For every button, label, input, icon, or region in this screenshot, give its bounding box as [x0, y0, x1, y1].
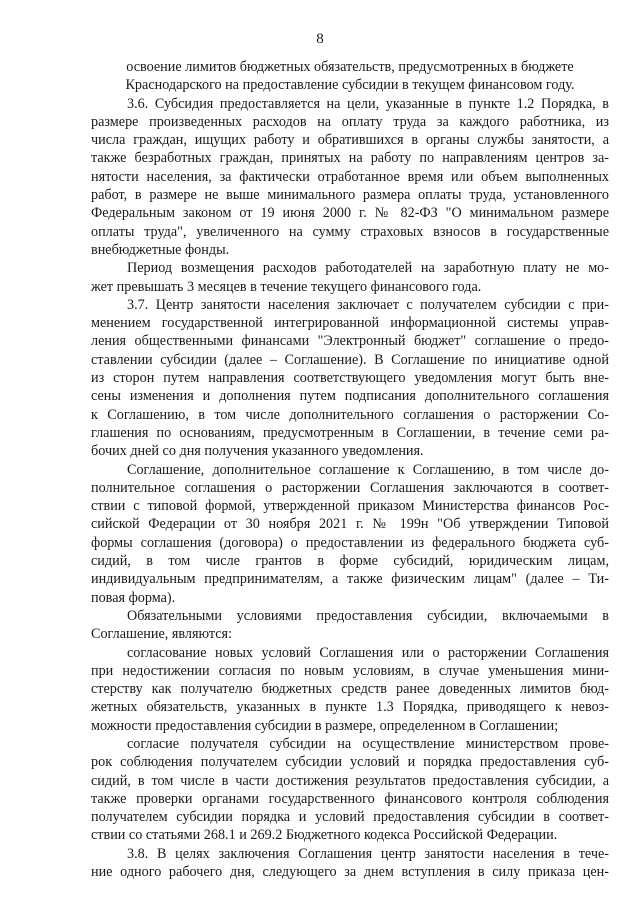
document-body: [91, 58, 609, 881]
text-line: сидий, в том числе в части достижения результатов предоставления субсидии, а: [91, 772, 609, 789]
text-line: также проверки органами государственного финансового контроля соблюдения: [91, 790, 609, 807]
text-line: согласие получателя субсидии на осуществление министерством прове-: [127, 735, 609, 752]
text-line: Федеральным законом от 19 июня 2000 г. № 82-ФЗ "О минимальном размере: [91, 205, 609, 222]
text-line: жетных обязательств, указанных в пункте 1.3 Порядка, приводящего к невоз-: [91, 699, 609, 716]
text-line: Соглашение, являются:: [91, 626, 233, 643]
text-line: ствии со статьями 268.1 и 269.2 Бюджетного кодекса Российской Федерации.: [91, 827, 558, 844]
text-line: согласование новых условий Соглашения или о расторжении Соглашения: [127, 644, 609, 661]
text-line: нятости населения, за фактически отработанное время или объем выполненных: [91, 168, 609, 185]
text-line: числа граждан, ищущих работу и обратившихся в органы службы занятости, а: [91, 132, 609, 149]
text-line: менением государственной интегрированной информационной системы управ-: [91, 315, 609, 332]
text-line: ставлении субсидии (далее – Соглашение). В Соглашение по инициативе одной: [91, 351, 609, 368]
text-line: работ, в размере не выше минимального размера оплаты труда, установленного: [91, 187, 609, 204]
text-line: глашения по основаниям, предусмотренным в Соглашении, в течение семи ра-: [91, 424, 609, 441]
text-line: рок соблюдения получателем субсидии условий и порядка предоставления суб-: [91, 754, 609, 771]
text-line: индивидуальным предпринимателям, а также физическим лицам" (далее – Ти-: [91, 571, 609, 588]
text-line: при недостижении согласия по новым условиям, в случае уменьшения мини-: [91, 662, 609, 679]
text-line: ние одного рабочего дня, следующего за днем вступления в силу приказа цен-: [91, 864, 609, 881]
text-line: можности предоставления субсидии в размере, определенном в Соглашении;: [91, 717, 559, 734]
text-line: сены изменения и дополнения путем подписания дополнительного соглашения: [91, 388, 609, 405]
text-line: получателем субсидии порядка и условий предоставления субсидии в соответ-: [91, 809, 609, 826]
text-line: размере произведенных расходов на оплату труда за каждого работника, из: [91, 113, 609, 130]
text-line: бочих дней со дня получения указанного уведомления.: [91, 443, 424, 460]
text-line: из сторон путем направления соответствующего уведомления могут быть вне-: [91, 370, 609, 387]
text-line: 3.8. В целях заключения Соглашения центр занятости населения в тече-: [127, 845, 609, 862]
text-line: ления общественными финансами "Электронный бюджет" соглашение о предо-: [91, 333, 609, 350]
text-line: 3.7. Центр занятости населения заключает с получателем субсидии с при-: [127, 296, 609, 313]
text-line: полнительное соглашения о расторжении Соглашения заключаются в соответ-: [91, 479, 609, 496]
text-line: формы соглашения (договора) о предоставлении из федерального бюджета суб-: [91, 534, 609, 551]
text-line: внебюджетные фонды.: [91, 241, 230, 258]
text-line: также безработных граждан, принятых на работу по направлениям центров за-: [91, 150, 609, 167]
text-line: сидий, в том числе грантов в форме субсидий, юридическим лицам,: [91, 553, 609, 570]
text-line: Краснодарского на предоставление субсидии в текущем финансовом году.: [125, 77, 575, 94]
text-line: Период возмещения расходов работодателей на заработную плату не мо-: [127, 260, 609, 277]
text-line: жет превышать 3 месяцев в течение текущего финансового года.: [91, 278, 482, 295]
text-line: повая форма).: [91, 589, 176, 606]
text-line: оплаты труда", увеличенного на сумму страховых взносов в государственные: [91, 223, 609, 240]
text-line: стерству как получателю бюджетных средств ранее доведенных лимитов бюд-: [91, 681, 609, 698]
text-line: Соглашение, дополнительное соглашение к Соглашению, в том числе до-: [127, 461, 609, 478]
text-line: к Соглашению, в том числе дополнительного соглашения о расторжении Со-: [91, 406, 609, 423]
text-line: 3.6. Субсидия предоставляется на цели, указанные в пункте 1.2 Порядка, в: [127, 95, 609, 112]
page-number: 8: [316, 31, 324, 47]
text-line: Обязательными условиями предоставления субсидии, включаемыми в: [127, 607, 609, 624]
text-line: сийской Федерации от 30 ноября 2021 г. № 199н "Об утверждении Типовой: [91, 516, 609, 533]
text-line: ствии с типовой формой, утвержденной приказом Министерства финансов Рос-: [91, 498, 609, 515]
text-line: освоение лимитов бюджетных обязательств, предусмотренных в бюджете: [126, 59, 574, 75]
